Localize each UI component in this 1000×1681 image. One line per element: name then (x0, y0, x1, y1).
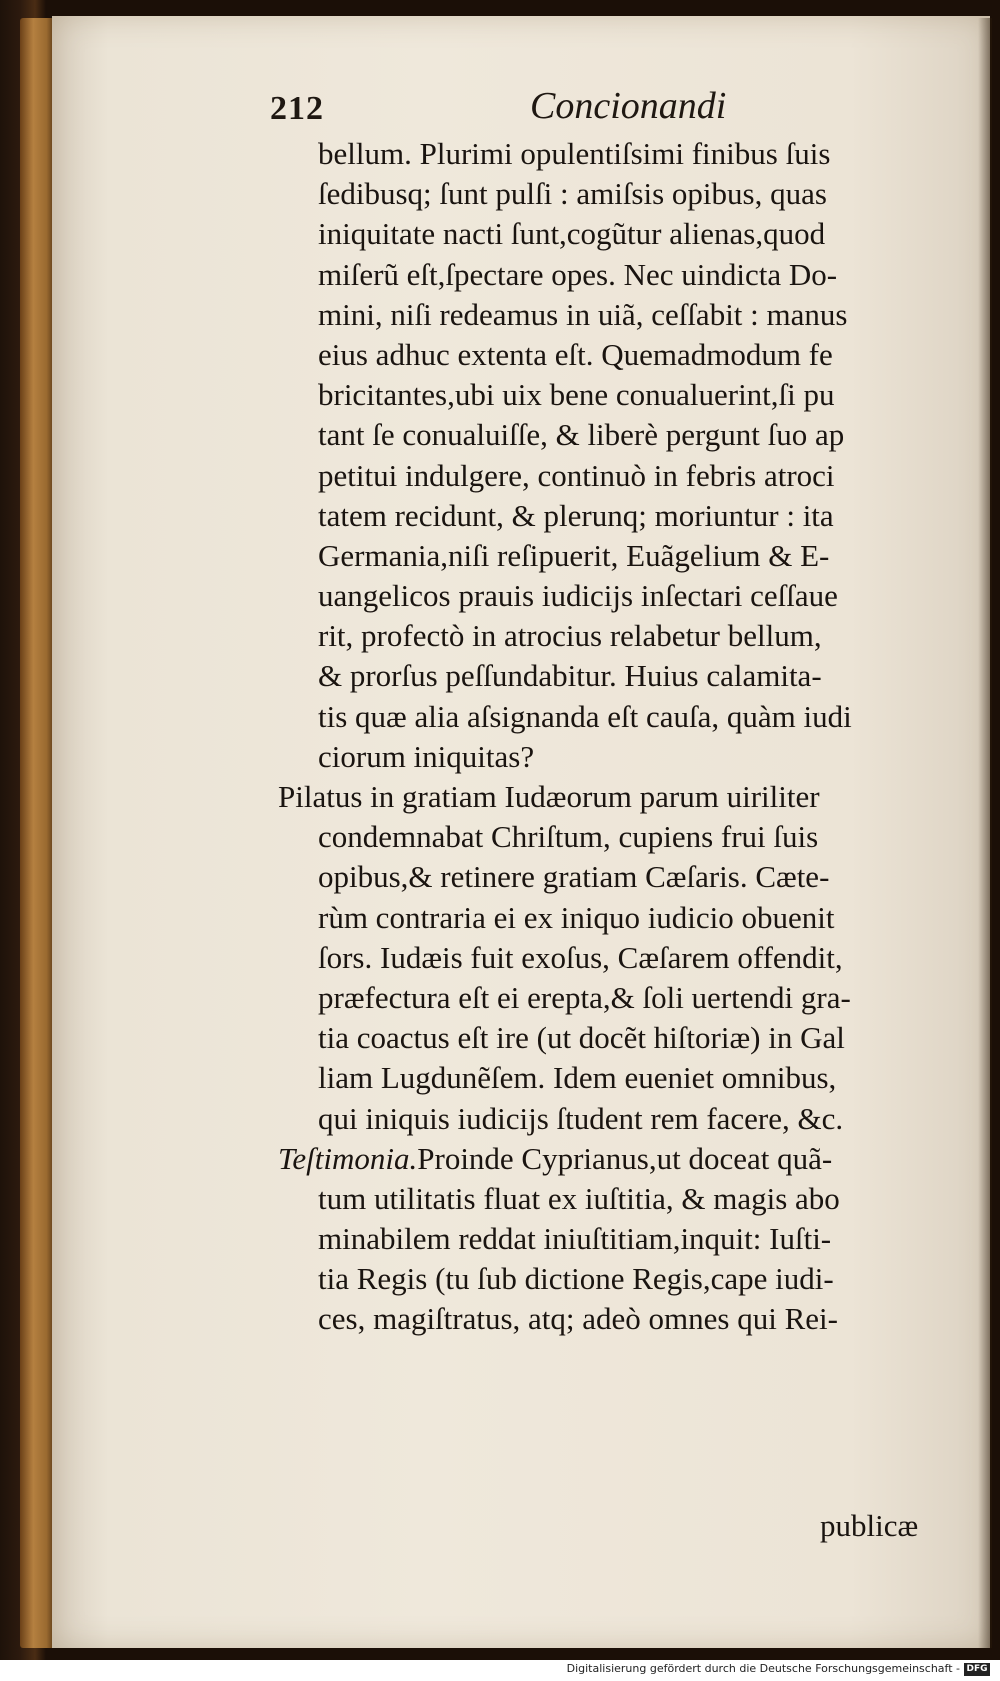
text-line: ſors. Iudæis fuit exoſus, Cæſarem offendit, (318, 939, 843, 975)
text-line: præfectura eſt ei erepta,& ſoli uertendi gra- (318, 979, 851, 1015)
text-line: petitui indulgere, continuò in febris atroci (318, 457, 835, 493)
page-number: 212 (270, 90, 324, 127)
text-line: rùm contraria ei ex iniquo iudicio obuenit (318, 899, 835, 935)
funding-credit: Digitalisierung gefördert durch die Deutsche Forschungsgemeinschaft - (566, 1662, 960, 1675)
text-line: condemnabat Chriſtum, cupiens frui ſuis (318, 819, 819, 855)
text-line: mini, niſi redeamus in uiã, ceſſabit : manus (318, 296, 848, 332)
text-line: opibus,& retinere gratiam Cæſaris. Cæte- (318, 859, 830, 895)
main-text (270, 134, 960, 1340)
dfg-logo-icon: DFG (964, 1663, 990, 1676)
text-line: tum utilitatis fluat ex iuſtitia, & magis abo (318, 1180, 840, 1216)
text-line: miſerũ eſt,ſpectare opes. Nec uindicta Do- (318, 256, 838, 292)
page-shadow (978, 18, 992, 1648)
text-line: bellum. Plurimi opulentiſsimi finibus ſuis (318, 136, 831, 171)
text-line: tant ſe conualuiſſe, & liberè pergunt ſuo ap (318, 417, 845, 453)
text-line: ciorum iniquitas? (318, 738, 535, 774)
paragraph-first-line (270, 1139, 960, 1179)
marginal-heading: Teſtimonia. (278, 1140, 418, 1176)
text-line: ſedibusq; ſunt pulſi : amiſsis opibus, quas (318, 176, 827, 212)
text-line: & prorſus peſſundabitur. Huius calamita- (318, 658, 822, 694)
text-line: eius adhuc extenta eſt. Quemadmodum fe (318, 336, 833, 372)
running-head: Concionandi (530, 85, 727, 127)
text-line: tia Regis (tu ſub dictione Regis,cape iudi- (318, 1261, 834, 1297)
text-line: Germania,niſi reſipuerit, Euãgelium & E- (318, 537, 830, 573)
text-segment: Proinde Cyprianus,ut doceat quã- (417, 1140, 833, 1176)
catchword: publicæ (820, 1508, 919, 1543)
text-line: tis quæ alia aſsignanda eſt cauſa, quàm iudi (318, 698, 852, 734)
text-line: iniquitate nacti ſunt,cogũtur alienas,quod (318, 216, 826, 252)
text-line: uangelicos prauis iudicijs inſectari ceſſaue (318, 578, 838, 614)
text-line: tatem recidunt, & plerunq; moriuntur : ita (318, 497, 834, 533)
text-line: bricitantes,ubi uix bene conualuerint,ſi pu (318, 377, 835, 413)
text-line: rit, profectò in atrocius relabetur bellum, (318, 618, 822, 654)
text-line: ces, magiſtratus, atq; adeò omnes qui Rei- (318, 1301, 838, 1337)
footer-bar (0, 1660, 1000, 1681)
text-line: liam Lugdunẽſem. Idem eueniet omnibus, (318, 1060, 837, 1096)
paragraph-first-line: Pilatus in gratiam Iudæorum parum uiriliter (278, 779, 820, 814)
text-line: qui iniquis iudicijs ſtudent rem facere, &c. (318, 1100, 844, 1136)
text-line: minabilem reddat iniuſtitiam,inquit: Iuſti- (318, 1221, 832, 1257)
text-line: tia coactus eſt ire (ut docẽt hiſtoriæ) in Gal (318, 1020, 845, 1056)
